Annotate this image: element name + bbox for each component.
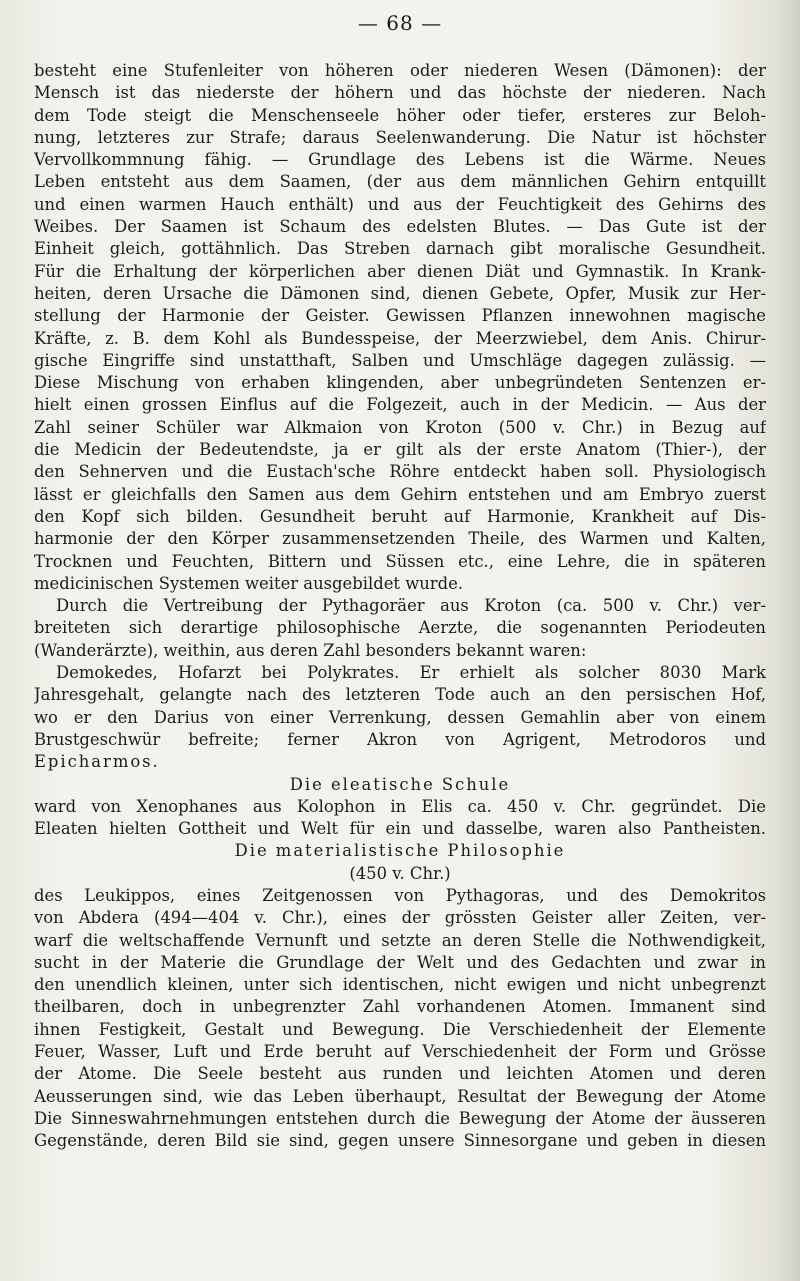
text-line: den Sehnerven und die Eustach'sche Röhre entdeckt haben soll. Physiologisch	[34, 462, 766, 482]
section-subheading: (450 v. Chr.)	[349, 863, 451, 883]
text-line: Aeusserungen sind, wie das Leben überhaupt, Resultat der Bewegung der Atome	[34, 1086, 766, 1106]
text-line: gische Eingriffe sind unstatthaft, Salben und Umschläge dagegen zulässig. —	[34, 350, 766, 370]
page-number: — 68 —	[357, 11, 443, 35]
text-line: Epicharmos.	[34, 752, 160, 772]
text-line: ward von Xenophanes aus Kolophon in Elis ca. 450 v. Chr. gegründet. Die	[34, 796, 766, 816]
text-line: Demokedes, Hofarzt bei Polykrates. Er erhielt als solcher 8030 Mark	[56, 663, 766, 683]
text-line: harmonie der den Körper zusammensetzenden Theile, des Warmen und Kalten,	[34, 529, 766, 549]
text-line: lässt er gleichfalls den Samen aus dem Gehirn entstehen und am Embryo zuerst	[34, 484, 766, 504]
text-line: Die Sinneswahrnehmungen entstehen durch die Bewegung der Atome der äusseren	[34, 1108, 766, 1128]
text-line: ihnen Festigkeit, Gestalt und Bewegung. Die Verschiedenheit der Elemente	[34, 1019, 766, 1039]
text-line: Vervollkommnung fähig. — Grundlage des Lebens ist die Wärme. Neues	[34, 150, 766, 170]
text-line: nung, letzteres zur Strafe; daraus Seelenwanderung. Die Natur ist höchster	[34, 127, 766, 147]
text-line: Gegenstände, deren Bild sie sind, gegen unsere Sinnesorgane und geben in diesen	[34, 1131, 766, 1151]
text-line: stellung der Harmonie der Geister. Gewissen Pflanzen innewohnen magische	[34, 306, 766, 326]
text-line: Eleaten hielten Gottheit und Welt für ein und dasselbe, waren also Pantheisten.	[34, 819, 766, 839]
text-line: heiten, deren Ursache die Dämonen sind, dienen Gebete, Opfer, Musik zur Her-	[34, 283, 766, 303]
body-text	[34, 60, 766, 1153]
text-line: Diese Mischung von erhaben klingenden, aber unbegründeten Sentenzen er-	[34, 373, 766, 393]
section-heading: Die materialistische Philosophie	[234, 841, 566, 861]
text-line: die Medicin der Bedeutendste, ja er gilt als der erste Anatom (Thier-), der	[34, 440, 766, 460]
text-line: wo er den Darius von einer Verrenkung, dessen Gemahlin aber von einem	[34, 707, 766, 727]
text-line: den unendlich kleinen, unter sich identischen, nicht ewigen und nicht unbegrenzt	[34, 975, 766, 995]
text-line: des Leukippos, eines Zeitgenossen von Pythagoras, und des Demokritos	[34, 885, 766, 905]
text-line: besteht eine Stufenleiter von höheren oder niederen Wesen (Dämonen): der	[34, 61, 766, 80]
text-line: medicinischen Systemen weiter ausgebildet wurde.	[34, 573, 464, 593]
text-line: (Wanderärzte), weithin, aus deren Zahl besonders bekannt waren:	[34, 640, 587, 660]
text-line: von Abdera (494—404 v. Chr.), eines der grössten Geister aller Zeiten, ver-	[34, 908, 766, 928]
text-line: hielt einen grossen Einflus auf die Folgezeit, auch in der Medicin. — Aus der	[34, 395, 766, 415]
section-heading: Die eleatische Schule	[289, 774, 511, 794]
text-line: sucht in der Materie die Grundlage der Welt und des Gedachten und zwar in	[34, 952, 766, 972]
text-line: und einen warmen Hauch enthält) und aus der Feuchtigkeit des Gehirns des	[34, 194, 766, 214]
text-line: Einheit gleich, gottähnlich. Das Streben darnach gibt moralische Gesundheit.	[34, 239, 766, 259]
text-line: Jahresgehalt, gelangte nach des letzteren Tode auch an den persischen Hof,	[34, 685, 766, 705]
text-line: theilbaren, doch in unbegrenzter Zahl vorhandenen Atomen. Immanent sind	[34, 997, 766, 1017]
text-line: Leben entsteht aus dem Saamen, (der aus dem männlichen Gehirn entquillt	[34, 172, 766, 192]
text-line: warf die weltschaffende Vernunft und setzte an deren Stelle die Nothwendigkeit,	[34, 930, 766, 950]
text-line: Mensch ist das niederste der höhern und das höchste der niederen. Nach	[34, 83, 766, 103]
text-line: Trocknen und Feuchten, Bittern und Süssen etc., eine Lehre, die in späteren	[34, 551, 766, 571]
text-line: breiteten sich derartige philosophische Aerzte, die sogenannten Periodeuten	[34, 618, 766, 638]
text-line: dem Tode steigt die Menschenseele höher oder tiefer, ersteres zur Beloh-	[34, 105, 766, 125]
text-line: Feuer, Wasser, Luft und Erde beruht auf Verschiedenheit der Form und Grösse	[34, 1042, 766, 1062]
text-line: Zahl seiner Schüler war Alkmaion von Kroton (500 v. Chr.) in Bezug auf	[34, 417, 766, 437]
text-line: der Atome. Die Seele besteht aus runden und leichten Atomen und deren	[34, 1064, 766, 1084]
text-line: Kräfte, z. B. dem Kohl als Bundesspeise, der Meerzwiebel, dem Anis. Chirur-	[34, 328, 766, 348]
text-line: den Kopf sich bilden. Gesundheit beruht auf Harmonie, Krankheit auf Dis-	[34, 506, 766, 526]
text-line: Brustgeschwür befreite; ferner Akron von Agrigent, Metrodoros und	[34, 729, 766, 749]
text-line: Für die Erhaltung der körperlichen aber dienen Diät und Gymnastik. In Krank-	[34, 261, 766, 281]
text-line: Durch die Vertreibung der Pythagoräer aus Kroton (ca. 500 v. Chr.) ver-	[56, 596, 766, 616]
text-line: Weibes. Der Saamen ist Schaum des edelsten Blutes. — Das Gute ist der	[34, 217, 766, 237]
